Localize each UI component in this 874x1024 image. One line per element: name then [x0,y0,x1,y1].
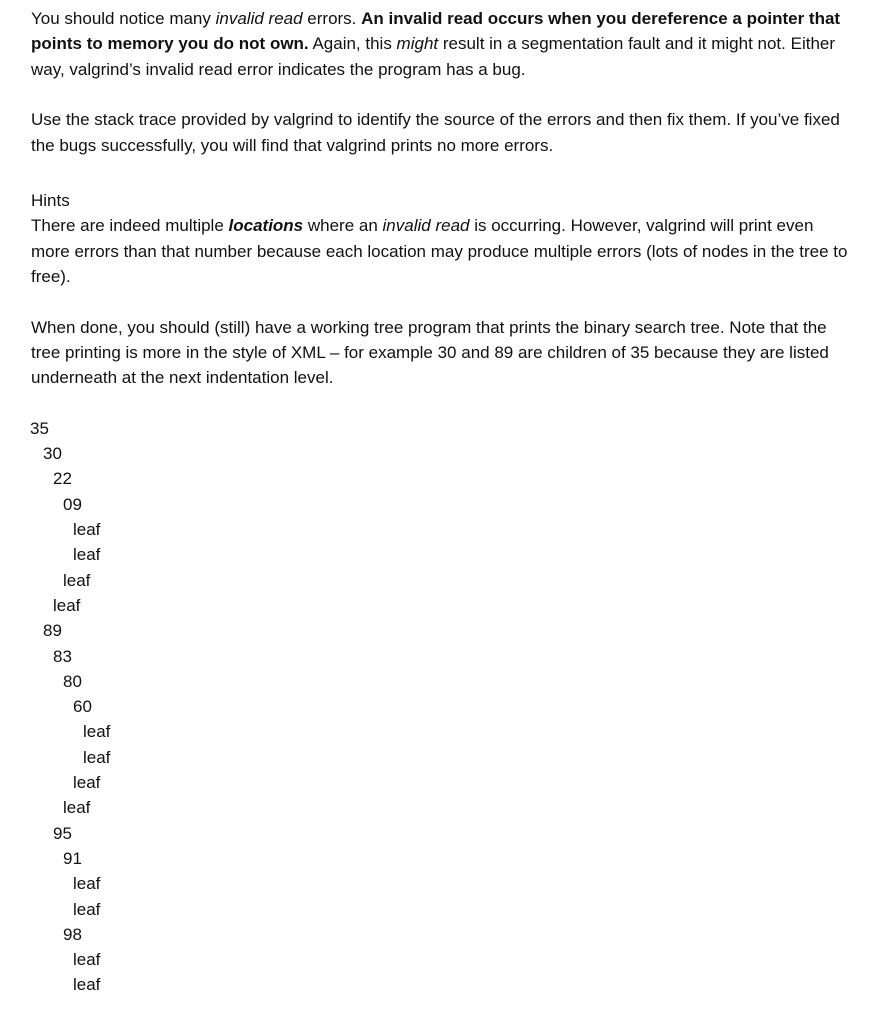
stack-trace-paragraph: Use the stack trace provided by valgrind to identify the source of the errors and then fix them. If you’ve fixed the bugs successfully, you will find that valgrind prints no more errors. [31,110,840,155]
text-run: where an [303,216,383,236]
tree-node: 30 [43,444,62,464]
tree-node: leaf [73,520,101,540]
hints-heading: Hints [31,191,70,211]
tree-output [30,416,851,998]
tree-node: leaf [83,747,111,767]
when-done-paragraph: When done, you should (still) have a working tree program that prints the binary search tree. Note that the tree printing is more in the style of XML – for example 30 and 89 are children of 35 because they are listed underneath at the next indentation level. [31,317,829,388]
tree-node: leaf [53,595,81,615]
tree-node: leaf [73,773,101,793]
tree-node: 22 [53,469,72,489]
tree-node: 83 [53,646,72,666]
text-run: is occurring. However, valgrind will print even more errors than that number because each location may produce multiple errors (lots of nodes in the tree to free). [31,216,848,287]
emphasis-invalid-read: invalid read [382,216,470,236]
tree-node: 80 [63,671,82,691]
emphasis-locations: locations [228,216,304,236]
tree-node: leaf [63,570,91,590]
text-run: There are indeed multiple [31,216,229,236]
text-run: Again, this [308,34,397,54]
emphasis-invalid-read: invalid read [215,9,303,28]
tree-node: 89 [43,621,62,641]
tree-node: 95 [53,823,72,843]
tree-node: leaf [73,975,101,995]
invalid-read-paragraph [31,6,851,82]
tree-node: leaf [63,798,91,818]
tree-node: 60 [73,697,92,717]
document-body [31,6,851,998]
text-run: result in a segmentation fault and it might not. Either way, valgrind’s invalid read error indicates the program has a bug. [31,34,836,79]
tree-node: leaf [73,874,101,894]
tree-node: leaf [73,899,101,919]
bold-definition: An invalid read occurs when you dereference a pointer that points to memory you do not own. [31,9,841,54]
tree-node: leaf [83,722,111,742]
text-run: errors. [302,9,362,28]
emphasis-might: might [396,34,439,54]
hints-paragraph [31,213,851,289]
tree-node: 91 [63,848,82,868]
tree-node: 09 [63,494,82,514]
tree-node: 98 [63,924,82,944]
tree-node: leaf [73,545,101,565]
tree-node: leaf [73,950,101,970]
text-run: You should notice many [31,9,216,28]
tree-node: 35 [30,418,49,438]
